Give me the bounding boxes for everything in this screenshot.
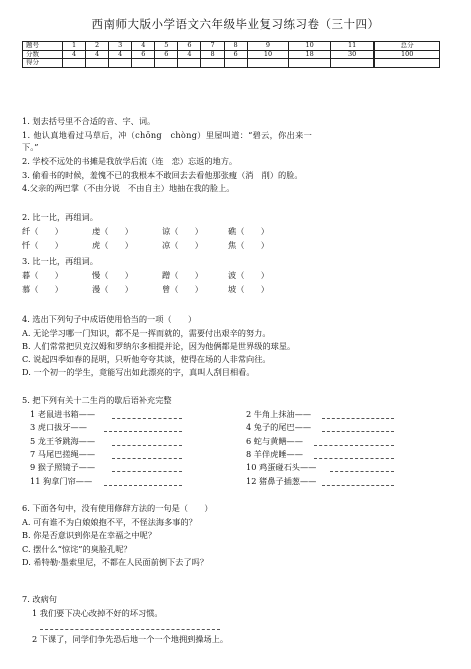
- q5-item: 1 老鼠进书箱——: [30, 409, 96, 419]
- question-number: 11: [330, 42, 374, 51]
- earned-cell[interactable]: [132, 59, 155, 68]
- earned-cell[interactable]: [247, 59, 289, 68]
- question-number: 2: [86, 42, 109, 51]
- answer-blank[interactable]: [104, 485, 182, 486]
- q5-item: 4 兔子的尾巴——: [246, 422, 312, 432]
- answer-blank[interactable]: [330, 471, 394, 472]
- q5-item: 6 蛇与黄鳝——: [246, 436, 303, 446]
- q2-word: 虎（ ）: [92, 240, 133, 250]
- total-label: 总分: [374, 42, 439, 51]
- answer-blank[interactable]: [112, 445, 182, 446]
- earned-total-cell[interactable]: [374, 59, 439, 68]
- earned-cell[interactable]: [178, 59, 201, 68]
- q7-sentence-1: 1 我们要下决心改掉不好的坏习惯。: [32, 608, 163, 618]
- earned-cell[interactable]: [155, 59, 178, 68]
- q4-option-d: D. 一个初一的学生，竟能写出如此漂亮的字，真叫人刮目相看。: [22, 367, 255, 377]
- q3-title: 3. 比一比，再组词。: [22, 256, 98, 266]
- question-points: 6: [155, 50, 178, 59]
- answer-blank[interactable]: [322, 418, 394, 419]
- score-row-points: [23, 50, 440, 59]
- score-row-numbers: [23, 42, 440, 51]
- q2-word: 虔（ ）: [92, 226, 133, 236]
- question-points: 4: [178, 50, 201, 59]
- q4-option-a: A. 无论学习哪一门知识，都不是一挥而就的，需要付出艰辛的努力。: [22, 328, 271, 338]
- answer-blank[interactable]: [314, 445, 394, 446]
- q2-word: 忏（ ）: [22, 240, 63, 250]
- q5-item: 2 牛角上抹油——: [246, 409, 312, 419]
- answer-blank[interactable]: [112, 418, 182, 419]
- q3-word: 波（ ）: [228, 270, 269, 280]
- q7-title: 7. 改病句: [22, 594, 57, 604]
- earned-cell[interactable]: [109, 59, 132, 68]
- answer-blank[interactable]: [322, 485, 394, 486]
- answer-blank[interactable]: [322, 431, 394, 432]
- question-number: 7: [201, 42, 224, 51]
- q3-word: 慢（ ）: [92, 270, 133, 280]
- earned-cell[interactable]: [330, 59, 374, 68]
- q3-word: 蹭（ ）: [162, 270, 203, 280]
- answer-blank[interactable]: [112, 458, 182, 459]
- score-row-earned: [23, 59, 440, 68]
- answer-blank[interactable]: [314, 458, 394, 459]
- earned-cell[interactable]: [289, 59, 331, 68]
- q5-item: 12 猪鼻子插葱——: [246, 476, 317, 486]
- q2-title: 2. 比一比，再组词。: [22, 212, 98, 222]
- score-table: [22, 41, 440, 68]
- question-points: 30: [330, 50, 374, 59]
- q1-item-1: 1. 他认真地看过马草后，冲（chōng chòng）里屋叫道：“碧云，你出来一: [22, 130, 313, 140]
- question-points: 6: [224, 50, 247, 59]
- q7-sentence-2: 2 下课了，同学们争先恐后地一个一个地拥到操场上。: [32, 634, 229, 644]
- question-points: 4: [86, 50, 109, 59]
- q2-word: 凉（ ）: [162, 240, 203, 250]
- question-points: 8: [201, 50, 224, 59]
- q5-item: 8 羊伴虎睡——: [246, 449, 303, 459]
- q5-title: 5. 把下列有关十二生肖的歇后语补充完整: [22, 395, 172, 405]
- row-label: 得分: [23, 59, 63, 68]
- q5-item: 5 龙王爷跳海——: [30, 436, 96, 446]
- q2-word: 谅（ ）: [162, 226, 203, 236]
- question-number: 3: [109, 42, 132, 51]
- q3-word: 慕（ ）: [22, 284, 63, 294]
- question-points: 10: [247, 50, 289, 59]
- q3-word: 坡（ ）: [228, 284, 269, 294]
- q2-word: 礁（ ）: [228, 226, 269, 236]
- q1-item-3: 3. 偷看书的时候，羞愧不已的我根本不敢回去去看他那张瘦（消 削）的脸。: [22, 170, 303, 180]
- question-points: 6: [132, 50, 155, 59]
- q5-item: 3 虎口拔牙——: [30, 422, 87, 432]
- q2-word: 纤（ ）: [22, 226, 63, 236]
- question-points: 4: [63, 50, 86, 59]
- question-number: 9: [247, 42, 289, 51]
- earned-cell[interactable]: [63, 59, 86, 68]
- answer-blank[interactable]: [104, 431, 182, 432]
- q2-word: 焦（ ）: [228, 240, 269, 250]
- q6-option-c: C. 摆什么“惊诧”的臭脸孔呢？: [22, 544, 132, 554]
- q1-item-1-cont: 下。”: [22, 142, 39, 152]
- q6-option-b: B. 你是否意识到你是在幸福之中呢？: [22, 530, 157, 540]
- question-number: 4: [132, 42, 155, 51]
- q1-item-4: 4.父亲的两巴掌（不由分说 不由自主）地抽在我的脸上。: [22, 183, 235, 193]
- total-points: 100: [374, 50, 439, 59]
- earned-cell[interactable]: [86, 59, 109, 68]
- q5-item: 9 猴子照镜子——: [30, 462, 96, 472]
- question-number: 8: [224, 42, 247, 51]
- page-title: 西南师大版小学语文六年级毕业复习练习卷（三十四）: [91, 17, 380, 31]
- question-number: 6: [178, 42, 201, 51]
- q6-option-d: D. 希特勒·墨索里尼，不都在人民面前倒下去了吗？: [22, 557, 209, 567]
- question-points: 4: [109, 50, 132, 59]
- row-label: 分数: [23, 50, 63, 59]
- q4-option-c: C. 说起四季如春的昆明，只听他夸夸其谈，使得在场的人非常向往。: [22, 354, 271, 364]
- q4-title: 4. 选出下列句子中成语使用恰当的一项（ ）: [22, 314, 197, 324]
- q6-title: 6. 下面各句中，没有使用修辞方法的一句是（ ）: [22, 503, 213, 513]
- q5-item: 11 狗拿门帘——: [30, 476, 93, 486]
- q3-word: 曾（ ）: [162, 284, 203, 294]
- earned-cell[interactable]: [224, 59, 247, 68]
- q3-word: 暮（ ）: [22, 270, 63, 280]
- answer-line[interactable]: [40, 629, 220, 630]
- q3-word: 漫（ ）: [92, 284, 133, 294]
- answer-blank[interactable]: [112, 471, 182, 472]
- row-label: 题号: [23, 42, 63, 51]
- question-number: 10: [289, 42, 331, 51]
- question-number: 5: [155, 42, 178, 51]
- q5-item: 10 鸡蛋碰石头——: [246, 462, 317, 472]
- question-number: 1: [63, 42, 86, 51]
- q1-title: 1. 划去括号里不合适的音、字、词。: [22, 116, 156, 126]
- q5-item: 7 马尾巴搓绳——: [30, 449, 96, 459]
- earned-cell[interactable]: [201, 59, 224, 68]
- question-points: 18: [289, 50, 331, 59]
- q4-option-b: B. 人们常常把贝克汉姆和罗纳尔多相提并论，因为他俩都是世界级的球星。: [22, 341, 296, 351]
- q1-item-2: 2. 学校不远处的书摊是我放学后流（连 恋）忘返的地方。: [22, 156, 238, 166]
- q6-option-a: A. 可有谁不为白娘娘抱不平，不怪法海多事的？: [22, 517, 197, 527]
